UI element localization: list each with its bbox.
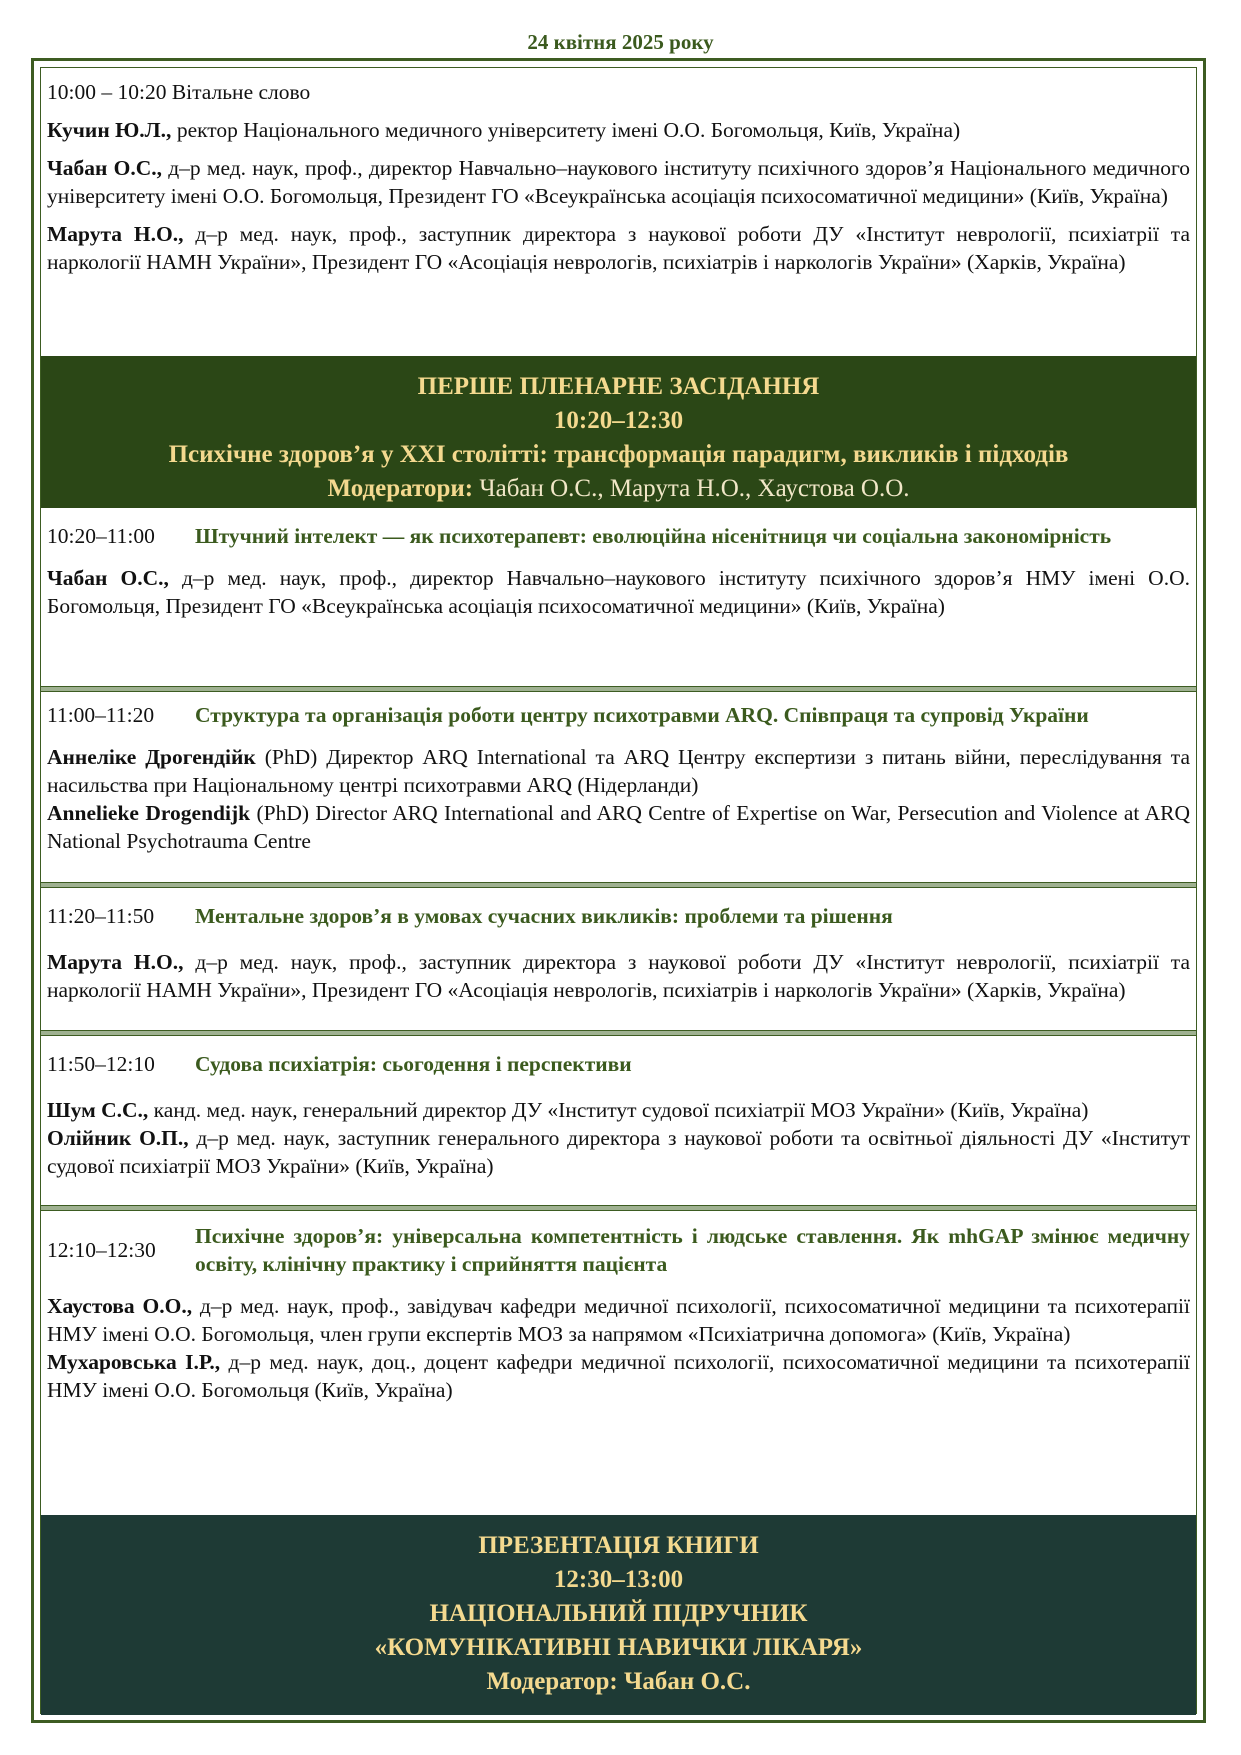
welcome-speaker — [47, 154, 1190, 210]
plenary-header — [41, 356, 1196, 508]
section-divider — [41, 686, 1196, 692]
talk-item — [41, 522, 1196, 630]
speaker-desc: д–р мед. наук, проф., заступник директора з наукової роботи ДУ «Інститут неврології, психіатрії та наркології НАМН України», Президент ГО «Асоціація неврологів, психіатрів і наркологів України» (Харків, Україна) — [47, 222, 1190, 274]
talk-speaker — [47, 1124, 1190, 1180]
speaker-desc: канд. мед. наук, генеральний директор ДУ «Інститут судової психіатрії МОЗ України» (Київ, Україна) — [148, 1098, 1089, 1122]
talk-speaker — [47, 799, 1190, 855]
speaker-desc: д–р мед. наук, проф., директор Навчально–наукового інституту психічного здоров’я НМУ імені О.О. Богомольця, Президент ГО «Всеукраїнська асоціація психосоматичної медицини» (Київ, Україна) — [47, 566, 1190, 618]
speaker-name: Хаустова О.О., — [47, 1294, 193, 1318]
talk-speaker — [47, 1096, 1190, 1124]
speaker-name: Мухаровська І.Р., — [47, 1350, 221, 1374]
book-presentation — [41, 1515, 1196, 1715]
speaker-desc: (PhD) Директор ARQ International та ARQ Центру експертизи з питань війни, переслідування та насильства при Національному центрі психотравми ARQ (Нідерланди) — [47, 745, 1190, 797]
speaker-desc: д–р мед. наук, доц., доцент кафедри медичної психології, психосоматичної медицини та психотерапії НМУ імені О.О. Богомольця (Київ, Україна) — [47, 1350, 1190, 1402]
welcome-speaker — [47, 116, 1190, 144]
book-time: 12:30–13:00 — [553, 1566, 684, 1593]
talk-title: Штучний інтелект — як психотерапевт: еволюційна нісенітниця чи соціальна закономірність — [195, 524, 1112, 548]
program-inner — [40, 67, 1197, 1714]
talk-title: Ментальне здоров’я в умовах сучасних викликів: проблеми та рішення — [195, 904, 893, 928]
section-divider — [41, 1205, 1196, 1211]
talk-speaker — [47, 1292, 1190, 1348]
talk-time: 11:50–12:10 — [47, 1051, 155, 1076]
talk-time: 11:00–11:20 — [47, 702, 155, 727]
book-line1: НАЦІОНАЛЬНИЙ ПІДРУЧНИК — [429, 1600, 808, 1627]
talk-title: Структура та організація роботи центру психотравми ARQ. Співпраця та супровід України — [195, 703, 1089, 727]
talk-header — [47, 1050, 1190, 1078]
talk-header — [47, 1222, 1190, 1278]
talk-header — [47, 522, 1190, 550]
speaker-desc: ректор Національного медичного університету імені О.О. Богомольця, Київ, Україна) — [171, 118, 961, 142]
speaker-name: Чабан О.С., — [47, 566, 169, 590]
talk-item — [41, 701, 1196, 865]
speaker-name: Марута Н.О., — [47, 950, 184, 974]
talk-title: Судова психіатрія: сьогодення і перспективи — [195, 1052, 632, 1076]
talk-speaker — [47, 948, 1190, 1004]
talk-header — [47, 701, 1190, 729]
section-divider — [41, 882, 1196, 888]
speaker-name: Марута Н.О., — [47, 222, 184, 246]
speaker-name: Annelieke Drogendijk — [47, 801, 251, 825]
speaker-name: Аннеліке Дрогендійк — [47, 745, 256, 769]
speaker-desc: д–р мед. наук, проф., завідувач кафедри медичної психології, психосоматичної медицини та психотерапії НМУ імені О.О. Богомольця, член групи експертів МОЗ за напрямом «Психіатрична допомога» (Київ, Україна) — [47, 1294, 1190, 1346]
moderators-label: Модератори: — [327, 475, 474, 502]
talk-time: 12:10–12:30 — [47, 1237, 156, 1262]
speaker-desc: д–р мед. наук, проф., директор Навчально–наукового інституту психічного здоров’я Національного медичного університету імені О.О. Богомольця, Президент ГО «Всеукраїнська асоціація психосоматичної медицини» (Київ, Україна) — [47, 156, 1190, 208]
program-date: 24 квітня 2025 року — [527, 30, 714, 54]
book-title: ПРЕЗЕНТАЦІЯ КНИГИ — [478, 1532, 759, 1559]
speaker-desc: д–р мед. наук, заступник генерального директора з наукової роботи та освітньої діяльності ДУ «Інститут судової психіатрії МОЗ України» (Київ, Україна) — [47, 1126, 1190, 1178]
talk-speaker — [47, 743, 1190, 799]
talk-item — [41, 902, 1196, 1014]
speaker-name: Чабан О.С., — [47, 156, 162, 180]
talk-speaker — [47, 1348, 1190, 1404]
talk-item — [41, 1050, 1196, 1190]
plenary-subtitle: Психічне здоров’я у ХХІ столітті: трансформація парадигм, викликів і підходів — [168, 441, 1069, 468]
welcome-section — [41, 68, 1196, 356]
speaker-name: Шум С.С., — [47, 1098, 149, 1122]
speaker-name: Кучин Ю.Л., — [47, 118, 172, 142]
plenary-time: 10:20–12:30 — [553, 407, 684, 434]
speaker-desc: д–р мед. наук, проф., заступник директора з наукової роботи ДУ «Інститут неврології, психіатрії та наркології НАМН України», Президент ГО «Асоціація неврологів, психіатрів і наркологів України» (Харків, Україна) — [47, 950, 1190, 1002]
talk-time: 10:20–11:00 — [47, 523, 155, 548]
book-moderator: Модератор: Чабан О.С. — [486, 1668, 751, 1695]
welcome-time-title: 10:00 – 10:20 Вітальне слово — [47, 80, 311, 104]
talk-speaker — [47, 564, 1190, 620]
speaker-name: Олійник О.П., — [47, 1126, 189, 1150]
plenary-title: ПЕРШЕ ПЛЕНАРНЕ ЗАСІДАННЯ — [417, 373, 820, 400]
book-line2: «КОМУНІКАТИВНІ НАВИЧКИ ЛІКАРЯ» — [374, 1634, 863, 1661]
talk-time: 11:20–11:50 — [47, 903, 155, 928]
speaker-desc: (PhD) Director ARQ International and ARQ Centre of Expertise on War, Persecution and Violence at ARQ National Psychotrauma Centre — [47, 801, 1190, 853]
talk-header — [47, 902, 1190, 930]
program-frame — [31, 58, 1206, 1723]
welcome-speaker — [47, 220, 1190, 276]
section-divider — [41, 1030, 1196, 1036]
talk-title: Психічне здоров’я: універсальна компетентність і людське ставлення. Як mhGAP змінює медичну освіту, клінічну практику і сприйняття пацієнта — [195, 1224, 1190, 1276]
plenary-moderators — [41, 472, 1196, 506]
talk-item — [41, 1222, 1196, 1414]
moderators-names: Чабан О.С., Марута Н.О., Хаустова О.О. — [473, 475, 910, 502]
